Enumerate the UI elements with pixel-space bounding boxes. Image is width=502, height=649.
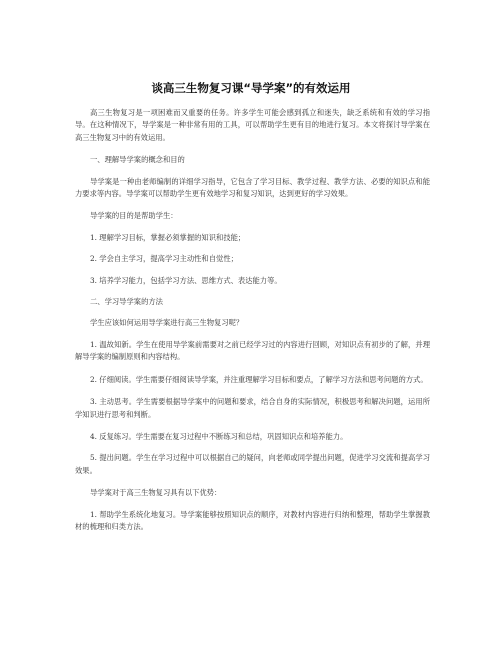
list-item: 2. 学会自主学习，提高学习主动性和自觉性； [90,254,238,264]
section-heading-2: 二、学习导学案的方法 [90,297,163,307]
body-paragraph: 导学案对于高三生物复习具有以下优势： [90,488,222,498]
document-title: 谈高三生物复习课“导学案”的有效运用 [151,81,351,95]
list-item: 5. 提出问题。学生在学习过程中可以根据自己的疑问，向老师或同学提出问题，促进学习交流和提高学习效果。 [75,453,430,475]
section-heading-1: 一、理解导学案的概念和目的 [90,155,185,165]
body-paragraph: 导学案的目的是帮助学生： [90,211,178,221]
document-body [75,107,430,543]
list-item: 3. 主动思考。学生需要根据导学案中的问题和要求，结合自身的实际情况，积极思考和解决问题，运用所学知识进行思考和判断。 [75,397,430,419]
body-paragraph: 导学案是一种由老师编制的详细学习指导，它包含了学习目标、教学过程、教学方法、必要的知识点和能力要求等内容。导学案可以帮助学生更有效地学习和复习知识，达到更好的学习效果。 [75,176,430,199]
list-item: 1. 理解学习目标，掌握必须掌握的知识和技能； [90,232,246,242]
list-item: 4. 反复练习。学生需要在复习过程中不断练习和总结，巩固知识点和培养能力。 [90,431,348,441]
list-item: 3. 培养学习能力，包括学习方法、思维方式、表达能力等。 [90,275,282,285]
list-item: 1. 帮助学生系统化地复习。导学案能够按照知识点的顺序，对教材内容进行归纳和整理，帮助学生掌握教材的梳理和归类方法。 [75,509,430,531]
list-item: 1. 温故知新。学生在使用导学案前需要对之前已经学习过的内容进行回顾，对知识点有初步的了解，并理解导学案的编制原则和内容结构。 [75,339,430,362]
body-paragraph: 学生应该如何运用导学案进行高三生物复习呢？ [90,318,244,328]
list-item: 2. 仔细阅读。学生需要仔细阅读导学案，并注重理解学习目标和要点，了解学习方法和思考问题的方式。 [90,374,428,384]
intro-paragraph: 高三生物复习是一项困难而又重要的任务。许多学生可能会感到孤立和迷失，缺乏系统和有效的学习指导。在这种情况下，导学案是一种非常有用的工具，可以帮助学生更有目的地进行复习。本文将探讨导学案在高三生物复习中的有效运用。 [75,108,430,142]
